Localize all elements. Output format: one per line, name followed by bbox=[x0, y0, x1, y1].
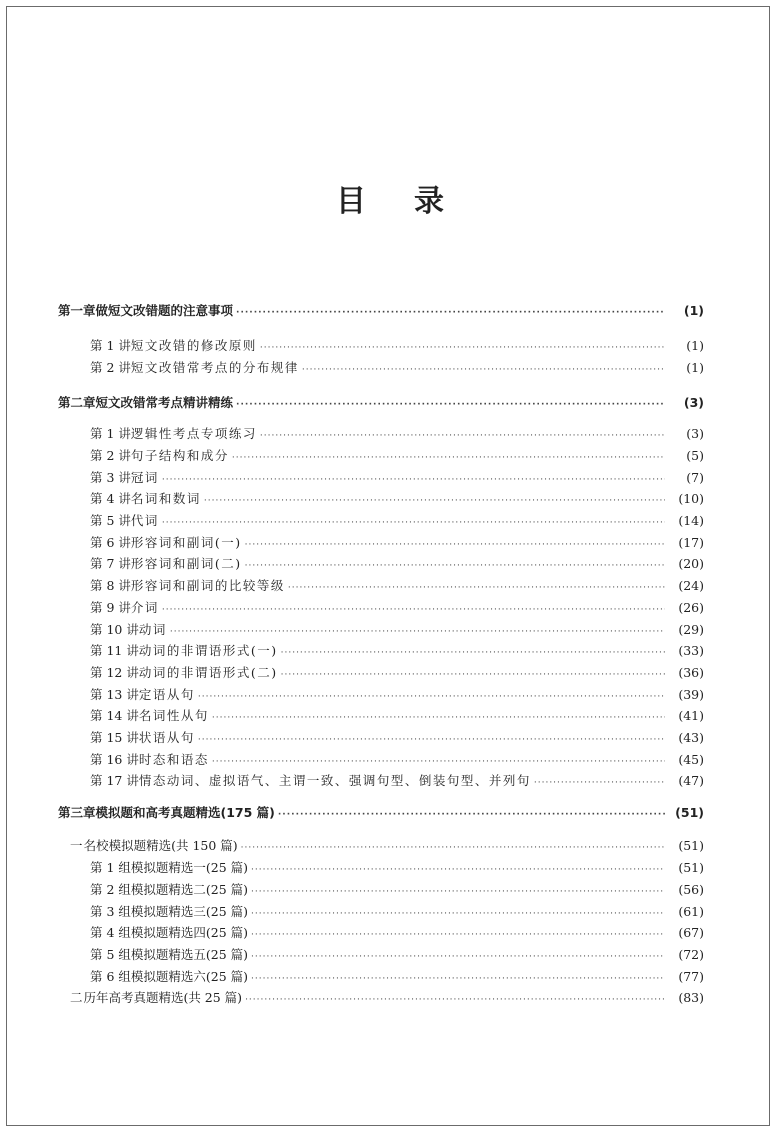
toc-entry-number: 第 9 讲 bbox=[90, 600, 131, 615]
toc-entry-number: 第 4 组 bbox=[90, 925, 131, 940]
toc-entry-title: 历年高考真题精选(共 25 篇) bbox=[83, 990, 243, 1005]
toc-entry-page: (26) bbox=[678, 600, 704, 615]
toc-entry-title: 形容词和副词(二) bbox=[130, 556, 242, 571]
toc-entry-title: 形容词和副词(一) bbox=[130, 535, 242, 550]
dot-leader bbox=[251, 860, 665, 880]
toc-entry-title: 状语从句 bbox=[138, 730, 195, 745]
toc-entry-page: (20) bbox=[678, 556, 704, 571]
toc-entry-group bbox=[90, 880, 704, 900]
toc-entry-number: 第 1 讲 bbox=[90, 426, 131, 441]
toc-entry-page: (14) bbox=[678, 513, 704, 528]
toc-entry-title: 模拟题精选五(25 篇) bbox=[130, 947, 249, 962]
toc-entry-number: 第 4 讲 bbox=[90, 491, 131, 506]
toc-entry-title: 名词性从句 bbox=[138, 708, 209, 723]
toc-entry-title: 句子结构和成分 bbox=[130, 448, 229, 463]
toc-entry-group bbox=[90, 945, 704, 965]
toc-entry-page: (56) bbox=[678, 882, 704, 897]
toc-entry-number: 第 2 讲 bbox=[90, 448, 131, 463]
toc-entry-page: (39) bbox=[678, 687, 704, 702]
toc-entry-page: (45) bbox=[678, 752, 704, 767]
dot-leader bbox=[198, 730, 665, 750]
toc-entry-number: 第 1 组 bbox=[90, 860, 131, 875]
toc-entry-chapter bbox=[58, 393, 704, 413]
toc-entry-title: 短文改错的修改原则 bbox=[130, 338, 257, 353]
toc-entry-lecture bbox=[90, 728, 704, 748]
toc-entry-number: 第 2 组 bbox=[90, 882, 131, 897]
toc-entry-number: 第 5 组 bbox=[90, 947, 131, 962]
toc-entry-title: 动词的非谓语形式(二) bbox=[138, 665, 278, 680]
toc-entry-number: 第三章 bbox=[58, 805, 96, 820]
toc-entry-title: 模拟题精选一(25 篇) bbox=[130, 860, 249, 875]
toc-entry-number: 第 17 讲 bbox=[90, 773, 139, 788]
dot-leader bbox=[198, 687, 665, 707]
toc-entry-number: 第 6 组 bbox=[90, 969, 131, 984]
toc-entry-number: 第 7 讲 bbox=[90, 556, 131, 571]
toc-entry-number: 第 2 讲 bbox=[90, 360, 131, 375]
toc-entry-lecture bbox=[90, 685, 704, 705]
dot-leader bbox=[281, 643, 665, 663]
toc-entry-lecture bbox=[90, 358, 704, 378]
toc-entry-number: 第 3 讲 bbox=[90, 470, 131, 485]
toc-entry-lecture bbox=[90, 641, 704, 661]
toc-entry-page: (83) bbox=[678, 990, 704, 1005]
dot-leader bbox=[260, 426, 665, 446]
toc-entry-group bbox=[90, 858, 704, 878]
dot-leader bbox=[251, 925, 665, 945]
toc-entry-title: 名校模拟题精选(共 150 篇) bbox=[83, 838, 238, 853]
dot-leader bbox=[170, 622, 665, 642]
toc-entry-lecture bbox=[90, 511, 704, 531]
toc-entry-title: 代词 bbox=[130, 513, 159, 528]
toc-entry-page: (47) bbox=[678, 773, 704, 788]
toc-entry-chapter bbox=[58, 803, 704, 823]
toc-entry-title: 模拟题精选六(25 篇) bbox=[130, 969, 249, 984]
dot-leader bbox=[260, 338, 665, 358]
toc-entry-title: 逻辑性考点专项练习 bbox=[130, 426, 257, 441]
toc-entry-group bbox=[90, 923, 704, 943]
toc-entry-page: (41) bbox=[678, 708, 704, 723]
toc-entry-title: 动词 bbox=[138, 622, 167, 637]
toc-entry-title: 定语从句 bbox=[138, 687, 195, 702]
toc-entry-page: (36) bbox=[678, 665, 704, 680]
toc-entry-page: (33) bbox=[678, 643, 704, 658]
toc-entry-number: 第 13 讲 bbox=[90, 687, 139, 702]
toc-entry-number: 第一章 bbox=[58, 303, 96, 318]
toc-entry-page: (67) bbox=[678, 925, 704, 940]
toc-entry-lecture bbox=[90, 620, 704, 640]
toc-entry-title: 模拟题精选二(25 篇) bbox=[130, 882, 249, 897]
toc-entry-page: (29) bbox=[678, 622, 704, 637]
toc-entry-title: 做短文改错题的注意事项 bbox=[95, 303, 234, 318]
page-title bbox=[0, 176, 780, 220]
toc-entry-title: 模拟题精选三(25 篇) bbox=[130, 904, 249, 919]
toc-entry-title: 短文改错常考点的分布规律 bbox=[130, 360, 299, 375]
toc-entry-title: 模拟题精选四(25 篇) bbox=[130, 925, 249, 940]
toc-entry-lecture bbox=[90, 771, 704, 791]
toc-entry-page: (51) bbox=[678, 860, 704, 875]
dot-leader bbox=[162, 513, 665, 533]
toc-entry-page: (1) bbox=[683, 303, 704, 318]
title-char-2: 录 bbox=[414, 184, 444, 219]
toc-entry-lecture bbox=[90, 598, 704, 618]
dot-leader bbox=[251, 904, 665, 924]
toc-entry-page: (77) bbox=[678, 969, 704, 984]
dot-leader bbox=[251, 882, 665, 902]
toc-entry-group bbox=[90, 967, 704, 987]
toc-entry-page: (5) bbox=[686, 448, 704, 463]
toc-entry-title: 模拟题和高考真题精选(175 篇) bbox=[95, 805, 275, 820]
toc-entry-lecture bbox=[90, 663, 704, 683]
toc-entry-lecture bbox=[90, 468, 704, 488]
toc-entry-page: (51) bbox=[675, 805, 704, 820]
toc-entry-number: 第二章 bbox=[58, 395, 96, 410]
toc-entry-title: 冠词 bbox=[130, 470, 159, 485]
dot-leader bbox=[278, 805, 665, 825]
toc-entry-number: 第 14 讲 bbox=[90, 708, 139, 723]
toc-entry-page: (43) bbox=[678, 730, 704, 745]
toc-entry-title: 形容词和副词的比较等级 bbox=[130, 578, 285, 593]
toc-entry-number: 第 3 组 bbox=[90, 904, 131, 919]
dot-leader bbox=[212, 752, 665, 772]
toc-entry-number: 第 15 讲 bbox=[90, 730, 139, 745]
dot-leader bbox=[288, 578, 665, 598]
toc-entry-number: 第 5 讲 bbox=[90, 513, 131, 528]
toc-entry-lecture bbox=[90, 424, 704, 444]
toc-entry-page: (10) bbox=[678, 491, 704, 506]
dot-leader bbox=[236, 303, 665, 323]
toc-entry-lecture bbox=[90, 489, 704, 509]
dot-leader bbox=[251, 969, 665, 989]
dot-leader bbox=[251, 947, 665, 967]
title-char-1: 目 bbox=[336, 184, 366, 219]
toc-entry-number: 第 11 讲 bbox=[90, 643, 139, 658]
dot-leader bbox=[232, 448, 665, 468]
toc-entry-lecture bbox=[90, 576, 704, 596]
dot-leader bbox=[302, 360, 665, 380]
dot-leader bbox=[212, 708, 665, 728]
toc-entry-number: 第 6 讲 bbox=[90, 535, 131, 550]
toc-entry-page: (72) bbox=[678, 947, 704, 962]
toc-entry-lecture bbox=[90, 750, 704, 770]
toc-entry-number: 第 8 讲 bbox=[90, 578, 131, 593]
toc-entry-page: (17) bbox=[678, 535, 704, 550]
toc-entry-page: (3) bbox=[683, 395, 704, 410]
toc-entry-lecture bbox=[90, 446, 704, 466]
toc-entry-section bbox=[70, 836, 704, 856]
toc-entry-number: 第 16 讲 bbox=[90, 752, 139, 767]
dot-leader bbox=[236, 395, 665, 415]
toc-entry-title: 介词 bbox=[130, 600, 159, 615]
toc-entry-lecture bbox=[90, 533, 704, 553]
toc-entry-title: 名词和数词 bbox=[130, 491, 201, 506]
toc-entry-page: (3) bbox=[686, 426, 704, 441]
dot-leader bbox=[245, 990, 665, 1010]
dot-leader bbox=[534, 773, 665, 793]
toc-entry-page: (51) bbox=[678, 838, 704, 853]
toc-entry-page: (7) bbox=[686, 470, 704, 485]
dot-leader bbox=[245, 535, 665, 555]
toc-entry-page: (61) bbox=[678, 904, 704, 919]
toc-entry-section bbox=[70, 988, 704, 1008]
dot-leader bbox=[162, 600, 665, 620]
toc-entry-group bbox=[90, 902, 704, 922]
toc-entry-number: 第 1 讲 bbox=[90, 338, 131, 353]
toc-entry-title: 动词的非谓语形式(一) bbox=[138, 643, 278, 658]
toc-entry-page: (24) bbox=[678, 578, 704, 593]
dot-leader bbox=[162, 470, 665, 490]
toc-entry-page: (1) bbox=[686, 360, 704, 375]
toc-entry-page: (1) bbox=[686, 338, 704, 353]
toc-entry-lecture bbox=[90, 706, 704, 726]
toc-entry-number: 第 10 讲 bbox=[90, 622, 139, 637]
toc-entry-number: 第 12 讲 bbox=[90, 665, 139, 680]
toc-entry-number: 一 bbox=[70, 838, 83, 853]
toc-entry-number: 二 bbox=[70, 990, 83, 1005]
dot-leader bbox=[241, 838, 665, 858]
dot-leader bbox=[245, 556, 665, 576]
toc-entry-title: 情态动词、虚拟语气、主谓一致、强调句型、倒装句型、并列句 bbox=[138, 773, 531, 788]
toc-entry-lecture bbox=[90, 554, 704, 574]
toc-entry-chapter bbox=[58, 301, 704, 321]
toc-entry-title: 时态和语态 bbox=[138, 752, 209, 767]
dot-leader bbox=[204, 491, 665, 511]
toc-entry-lecture bbox=[90, 336, 704, 356]
toc-entry-title: 短文改错常考点精讲精练 bbox=[95, 395, 234, 410]
dot-leader bbox=[281, 665, 665, 685]
